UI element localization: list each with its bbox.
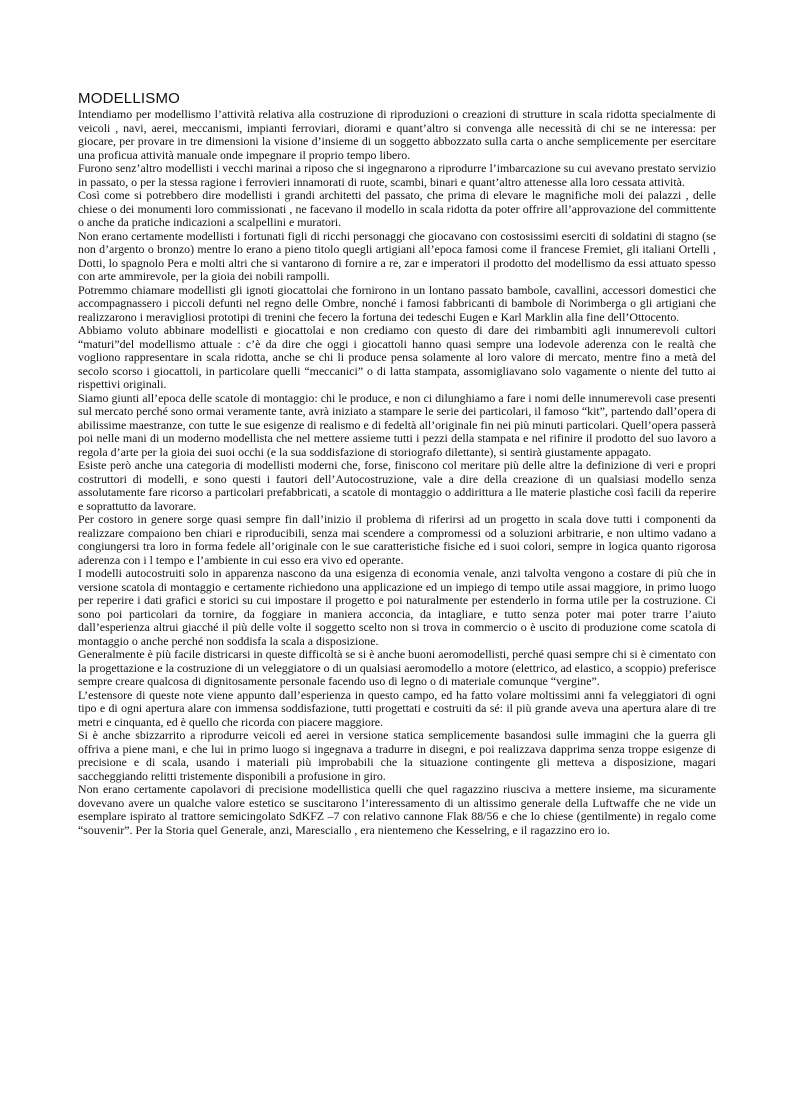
paragraph-3: Così come si potrebbero dire modellisti i grandi architetti del passato, che prima di elevare le magnifiche moli dei palazzi , delle chiese o dei monumenti loro commissionati , ne facevano il modello in scala ridotta da poter offrire all’approvazione del committente o anche da pratiche indicazioni a scalpellini e muratori. — [78, 188, 716, 229]
paragraph-7: Siamo giunti all’epoca delle scatole di montaggio: chi le produce, e non ci dilunghiamo a fare i nomi delle innumerevoli case presenti sul mercato perché sono ormai veramente tante, avrà iniziato a stampare le serie dei particolari, il famoso “kit”, partendo dall’opera di abilissime maestranze, con tutte le sue esigenze di realismo e di fedeltà all’originale fin nei più minuti particolari. Quell’opera passerà poi nelle mani di un moderno modellista che nel mettere assieme tutti i pezzi della stampata e nel rifinire il prodotto del suo lavoro a regola d’arte per la gioia dei suoi occhi (e la sua soddisfazione di storiografo dilettante), si sentirà giustamente appagato. — [78, 390, 716, 459]
paragraph-14: Non erano certamente capolavori di precisione modellistica quelli che quel ragazzino riusciva a mettere insieme, ma sicuramente dovevano avere un qualche valore estetico se suscitarono l’interessamento di un altissimo generale della Luftwaffe che ne vide un esemplare ispirato al trattore semicingolato SdKFZ –7 con relativo cannone Flak 88/56 e che lo chiese (gentilmente) in regalo come “souvenir”. Per la Storia quel Generale, anzi, Maresciallo , era nientemeno che Kesselring, e il ragazzino ero io. — [78, 782, 716, 837]
paragraph-12: L’estensore di queste note viene appunto dall’esperienza in questo campo, ed ha fatto volare moltissimi anni fa veleggiatori di ogni tipo e di ogni apertura alare con immensa soddisfazione, tutti progettati e costruiti da sé: il più grande aveva una apertura alare di tre metri e cinquanta, ed è quello che ricorda con piacere maggiore. — [78, 687, 716, 729]
paragraph-10: I modelli autocostruiti solo in apparenza nascono da una esigenza di economia venale, anzi talvolta vengono a costare di più che in versione scatola di montaggio e certamente richiedono una applicazione ed un impiego di tempo utile assai maggiore, in primo luogo per reperire i dati grafici e storici su cui impostare il progetto e poi naturalmente per estenderlo in forma utile per la costruzione. Ci sono poi particolari da tornire, da foggiare in maniera acconcia, da intagliare, e tutto senza poter mai poter trarre l’aiuto dall’esperienza altrui giacché il più delle volte il soggetto scelto non si trova in commercio o è uscito di produzione come scatola di montaggio o anche perché non soddisfa la scala a disposizione. — [78, 566, 716, 648]
paragraph-6: Abbiamo voluto abbinare modellisti e giocattolai e non crediamo con questo di dare dei rimbambiti agli innumerevoli cultori “maturi”del modellismo attuale : c’è da dire che oggi i giocattoli hanno quasi sempre una lodevole aderenza con le realtà che vogliono rappresentare in scala ridotta, anche se chi li produce pensa solamente al loro valore di mercato, mentre fino a metà del secolo scorso i giocattoli, in particolare quelli “meccanici” o di latta stampata, assomigliavano solo vagamente o niente del tutto ai rispettivi originali. — [78, 323, 716, 391]
paragraph-5: Potremmo chiamare modellisti gli ignoti giocattolai che fornirono in un lontano passato bambole, cavallini, accessori domestici che accompagnassero i piccoli defunti nel regno delle Ombre, nonché i famosi fabbricanti di bambole di Norimberga o gli artigiani che realizzarono i meravigliosi prototipi di trenini che fecero la fortuna dei tedeschi Eugen e Karl Marklin alla fine dell’Ottocento. — [78, 282, 716, 324]
paragraph-13: Si è anche sbizzarrito a riprodurre veicoli ed aerei in versione statica semplicemente basandosi sulle immagini che la guerra gli offriva a piene mani, e che lui in primo luogo si ingegnava a tradurre in disegni, e poi realizzava dapprima senza troppe esigenze di precisione e di scala, usando i materiali più improbabili che la situazione contingente gli metteva a disposizione, magari saccheggiando relitti tristemente disponibili a profusione in giro. — [78, 728, 716, 783]
paragraph-1: Intendiamo per modellismo l’attività relativa alla costruzione di riproduzioni o creazioni di strutture in scala ridotta specialmente di veicoli , navi, aerei, meccanismi, impianti ferroviari, diorami e quant’altro si convenga alle necessità di chi se ne interessa: per giocare, per provare in tre dimensioni la visione d’insieme di un soggetto abbozzato sulla carta o anche semplicemente per esercitare una proficua attività manuale onde impegnare il proprio tempo libero. — [78, 107, 716, 162]
document-title: MODELLISMO — [78, 90, 181, 107]
paragraph-11: Generalmente è più facile districarsi in queste difficoltà se si è anche buoni aeromodellisti, perché quasi sempre chi si è cimentato con la progettazione e la costruzione di un veleggiatore o di un qualsiasi aeromodello a motore (elettrico, ad elastico, a scoppio) preferisce sempre creare qualcosa di dignitosamente personale facendo uso di legno o di materiale comunque “vergine”. — [78, 647, 716, 688]
paragraph-8: Esiste però anche una categoria di modellisti moderni che, forse, finiscono col meritare più delle altre la definizione di veri e propri costruttori di modelli, e sono questi i fautori dell’Autocostruzione, vale a dire della creazione di un qualsiasi modello senza assolutamente fare ricorso a particolari prefabbricati, a scatole di montaggio o addirittura a lle materie plastiche così facili da reperire e soprattutto da lavorare. — [78, 458, 716, 513]
paragraph-2: Furono senz’altro modellisti i vecchi marinai a riposo che si ingegnarono a riprodurre l’imbarcazione su cui avevano prestato servizio in passato, o per la stessa ragione i ferrovieri innamorati di ruote, scambi, binari e quant’altro attenesse alla loro cessata attività. — [78, 161, 716, 189]
paragraph-4: Non erano certamente modellisti i fortunati figli di ricchi personaggi che giocavano con costosissimi eserciti di soldatini di stagno (se non d’argento o bronzo) mentre lo erano a pieno titolo quegli artigiani all’epoca famosi come il francese Fremiet, gli italiani Ortelli , Dotti, lo spagnolo Pera e molti altri che si vantarono di fornire a re, zar e imperatori il prodotto del modellismo da essi attuato spesso con arte ammirevole, per la gioia dei nobili rampolli. — [78, 228, 716, 283]
document-page — [78, 90, 716, 837]
paragraph-9: Per costoro in genere sorge quasi sempre fin dall’inizio il problema di riferirsi ad un progetto in scala dove tutti i componenti da realizzare compaiono ben chiari e riproducibili, senza mai scendere a compromessi od a soluzioni arbitrarie, e non ultimo vadano a congiungersi tra loro in forma fedele all’originale con le sue caratteristiche fisiche ed i suoi colori, sempre in logica quanto rigorosa aderenza con i l tempo e l’ambiente in cui esso era vivo ed operante. — [78, 512, 716, 567]
